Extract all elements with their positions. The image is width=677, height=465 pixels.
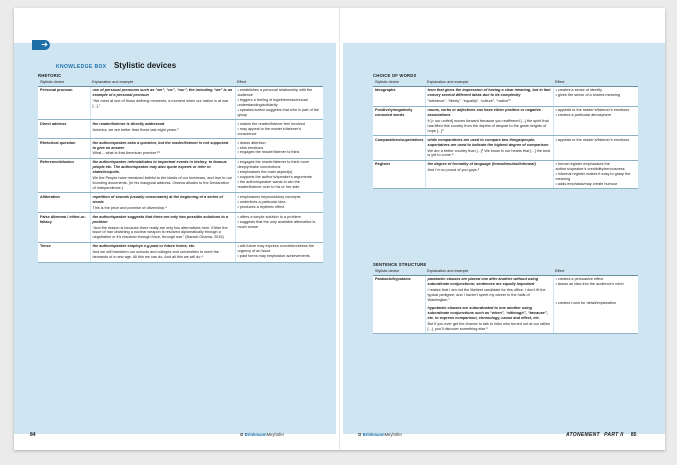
device-cell: Comparatives/superlatives — [373, 136, 425, 161]
effect-text: engages the reader/listener to think more deeply/make connections — [237, 160, 310, 170]
explanation-cell — [425, 106, 553, 136]
device-cell: Personal pronoun — [38, 86, 90, 120]
example-text: And we will transform our schools and colleges and universities to meet the demands of a new age. All this we can do. And all this we will do.⁴ — [92, 250, 219, 260]
effect-text: triggers a feeling of togetherness/mutual understanding/solidarity — [237, 98, 308, 108]
running-head: ATONEMENT PART II 85 — [566, 432, 637, 438]
example-text: It [= our united] moves forward because you reaffirmed [...] the spirit that has lifted this country from the depths of despair to the great heights of hope [...]³ — [427, 118, 549, 133]
effect-text: past forms may emphasise achievements — [239, 254, 310, 259]
table-row — [38, 158, 323, 193]
effect-item: • adds emphasis/may create humour — [555, 182, 618, 187]
box-heading: Stylistic devices — [113, 61, 177, 70]
effect-text: formal register emphasises the author’s/speaker’s credibility/seriousness — [555, 162, 625, 172]
device-cell: Tense — [38, 242, 90, 262]
effect-text: draws attention — [239, 140, 266, 145]
effect-item: • creates room for detail/explanation — [555, 301, 617, 306]
definition-text: the degree of formality of language (formal/neutral/informal) — [427, 162, 536, 167]
arrow-icon: ➔ — [32, 40, 50, 50]
effect-text: makes the reader/listener feel involved — [239, 121, 305, 126]
effect-text: speaker/author suggests that s/he is part of the group — [237, 108, 320, 117]
effect-text: suggests that the only available alternative is much worse — [237, 219, 316, 229]
effect-item: • makes the reader/listener feel involved — [237, 121, 305, 126]
effect-item: • supports the author’s/speaker’s arguments — [237, 175, 312, 180]
effect-cell — [553, 86, 638, 106]
effect-item: • creates a sense of identity — [555, 88, 603, 93]
effect-item: • appeals to the reader’s/listener’s emotions — [555, 137, 630, 142]
explanation-cell — [425, 160, 553, 189]
effect-cell — [553, 160, 638, 189]
effect-text: emphasises keywords/key concepts — [239, 194, 301, 199]
example-text: “tolerance”, “liberty”, “equality”, “culture”, “nation”⁵ — [427, 99, 511, 104]
definition-text: the author/speaker suggests that there are only two possible solutions to a problem — [92, 214, 228, 224]
effect-cell — [235, 120, 323, 139]
effect-text: the author/speaker wants to win the reader/listener over to his or her side — [237, 180, 300, 189]
choice-of-words-heading: CHOICE OF WORDS — [373, 73, 417, 78]
device-cell: Ideographs — [373, 86, 425, 106]
col-header: Stylistic device — [373, 79, 425, 86]
col-header: Effect — [553, 79, 638, 86]
effect-item: • may appeal to the reader’s/listener’s conscience — [237, 126, 302, 136]
effect-text: supports the author’s/speaker’s arguments — [239, 175, 312, 180]
effect-cell — [235, 242, 323, 262]
effect-item: • speaker/author suggests that s/he is part of the group — [237, 108, 320, 117]
effect-item: • formal register emphasises the author’s/speaker’s credibility/seriousness — [555, 162, 625, 172]
definition-text: while comparatives are used to compare two things/people, superlatives are used to indicate the highest degree of comparison — [427, 137, 549, 147]
explanation-cell — [90, 213, 235, 243]
effect-text: gives the sense of a shared meaning — [557, 93, 620, 98]
table-row — [38, 86, 323, 120]
effect-text: underlines a particular idea — [239, 199, 286, 204]
col-header: Explanation and example — [90, 79, 235, 86]
device-cell: Register — [373, 160, 425, 189]
device-cell: Direct address — [38, 120, 90, 139]
table-row — [373, 106, 638, 136]
effect-text: creates a persuasive effect — [557, 277, 604, 282]
col-header: Effect — [235, 79, 323, 86]
publisher-logo-right: ✪ BrinkmannMeyhöfer — [358, 432, 403, 437]
explanation-cell — [90, 158, 235, 193]
definition-text: hypotactic clauses are subordinated to one another using subordinate conjunctions such as “when”, “although”, “because”, etc. to express comparison, chronology, cause and effect, etc. — [427, 305, 548, 320]
definition-text: use of personal pronouns such as “we”, “us”, “our”; the including “we” is an example of a personal pronoun — [92, 88, 233, 98]
table-row — [373, 160, 638, 189]
table-row — [373, 136, 638, 161]
definition-text: nouns, verbs or adjectives can have either positive or negative associations — [427, 108, 541, 117]
effect-text: appeals to the reader’s/listener’s emotions — [557, 137, 630, 142]
col-header: Explanation and example — [425, 268, 553, 275]
example-text: What – what is that American promise?³ — [92, 151, 160, 156]
effect-item: • triggers a feeling of togetherness/mutual understanding/solidarity — [237, 98, 308, 108]
table-row — [38, 120, 323, 139]
effect-item: • creates a persuasive effect — [555, 277, 604, 282]
effect-text: engages the reader/listener to think — [239, 150, 300, 155]
choice-of-words-table — [373, 79, 638, 189]
effect-text: creates a sense of identity — [557, 88, 603, 93]
effect-item: • establishes a personal relationship with the audience — [237, 88, 313, 98]
effect-cell — [235, 213, 323, 243]
left-page-number: 84 — [30, 432, 36, 438]
example-text: “And the reason is because there really are only two alternatives here. Either the issue of Iran obtaining a nuclear weapon is resolved diplomatically through a negotiation or it’s resolved through force, through war.” (Barack Obama, 2015) — [92, 225, 228, 240]
effect-item: • the author/speaker wants to win the reader/listener over to his or her side — [237, 180, 300, 189]
example-text: We are a better country than [...]³ We know in our hearts that [...] the best is yet to come.⁶ — [427, 148, 551, 158]
col-header: Stylistic device — [38, 79, 90, 86]
effect-cell — [235, 86, 323, 120]
effect-item: • stirs emotions — [237, 145, 264, 150]
effect-item: • produces a rhythmic effect — [237, 204, 285, 209]
device-cell: Reference/allusion — [38, 158, 90, 193]
effect-text: stirs emotions — [239, 145, 264, 150]
effect-text: appeals to the reader’s/listener’s emotions — [557, 108, 630, 113]
example-text: I realize that I am not the likeliest candidate for this office. I don’t fit the typical pedigree, and I haven’t spent my career in the halls of Washington.⁷ — [427, 288, 546, 302]
definition-text: the reader/listener is directly addressed — [92, 121, 165, 126]
definition-text: repetition of sounds (usually consonants) at the beginning of a series of words — [92, 194, 223, 204]
effect-cell — [553, 136, 638, 161]
example-text: This is the price and promise of citizenship.⁴ — [92, 205, 167, 210]
sentence-structure-table — [373, 268, 638, 334]
explanation-cell — [90, 120, 235, 139]
device-cell: False dilemma / either-or-fallacy — [38, 213, 90, 243]
rhetoric-table — [38, 79, 323, 263]
col-header: Explanation and example — [425, 79, 553, 86]
effect-text: draws an idea into the audience’s mind — [557, 282, 624, 287]
effect-text: will-future may express conviction/stress the urgency of an issue — [237, 244, 315, 254]
effect-item: • underlines a particular idea — [237, 199, 286, 204]
definition-text: term that gives the impression of having a clear meaning, but in fact convey several different ideas due to its complexity — [427, 88, 551, 98]
explanation-cell — [90, 193, 235, 213]
table-row — [373, 86, 638, 106]
effect-text: produces a rhythmic effect — [239, 204, 285, 209]
example-text: And I’m so proud of you guys.⁶ — [427, 168, 480, 173]
table-row — [373, 275, 638, 333]
explanation-cell — [90, 242, 235, 262]
publisher-logo-left: ✪ BrinkmannMeyhöfer — [240, 432, 285, 437]
spacer — [556, 287, 637, 301]
effect-cell — [235, 193, 323, 213]
table-row — [38, 139, 323, 159]
effect-item: • appeals to the reader’s/listener’s emotions — [555, 108, 630, 113]
effect-item: • engages the reader/listener to think — [237, 150, 300, 155]
definition-text: the author/speaker employs e.g.past or future forms, etc. — [92, 244, 196, 249]
col-header: Effect — [553, 268, 638, 275]
effect-text: adds emphasis/may create humour — [557, 182, 618, 187]
effect-text: creates a particular atmosphere — [557, 113, 612, 117]
effect-cell — [553, 275, 638, 333]
effect-item: • creates a particular atmosphere — [555, 113, 612, 117]
effect-item: • draws attention — [237, 140, 266, 145]
table-row — [38, 193, 323, 213]
effect-cell — [235, 139, 323, 159]
device-cell: Parataxis/hypotaxis — [373, 275, 425, 333]
example-text: America, we are better than these last eight years.³ — [92, 127, 179, 132]
sentence-structure-heading: SENTENCE STRUCTURE — [373, 262, 427, 267]
effect-text: creates room for detail/explanation — [557, 301, 617, 306]
effect-item: • draws an idea into the audience’s mind — [555, 282, 624, 287]
effect-text: offers a simple solution to a problem — [239, 214, 301, 219]
effect-item: • emphasises the main aspect(s) — [237, 170, 293, 175]
effect-item: • gives the sense of a shared meaning — [555, 93, 620, 98]
device-cell: Rhetorical question — [38, 139, 90, 159]
table-row — [38, 213, 323, 243]
device-cell: Alliteration — [38, 193, 90, 213]
gutter — [339, 8, 340, 450]
effect-item: • offers a simple solution to a problem — [237, 214, 301, 219]
definition-text: the author/speaker asks a question, but the reader/listener is not supposed to give an answer — [92, 140, 229, 150]
example-text: We the People have remained faithful to the ideals of our forebears, and true to our founding documents. (In his inaugural address, Obama alludes to the Declaration of Independence.) — [92, 176, 232, 190]
effect-text: establishes a personal relationship with the audience — [237, 88, 313, 98]
definition-text: the author/speaker refers/alludes to important events in history, to famous people etc. The author/speaker may also quote experts or refer to statistics/polls. — [92, 160, 227, 175]
explanation-cell — [425, 275, 553, 333]
table-row — [38, 242, 323, 262]
example-text: But if you ever get the chance to talk to folks who turned out at our rallies [...], you’ll discover something else.⁶ — [427, 321, 550, 331]
example-text: “We meet at one of those defining moments, a moment when our nation is at war [...].” — [92, 99, 229, 109]
explanation-cell — [90, 86, 235, 120]
effect-item: • past forms may emphasise achievements — [237, 254, 310, 259]
effect-item: • informal register makes it easy to grasp the meaning — [555, 172, 631, 182]
effect-cell — [553, 106, 638, 136]
effect-item: • engages the reader/listener to think more deeply/make connections — [237, 160, 310, 170]
definition-text: paratactic clauses are placed one after another without using subordinate conjunctions; sentences are equally important — [427, 277, 539, 287]
col-header: Stylistic device — [373, 268, 425, 275]
effect-item: • emphasises keywords/key concepts — [237, 194, 301, 199]
effect-text: emphasises the main aspect(s) — [239, 170, 293, 175]
effect-text: may appeal to the reader’s/listener’s conscience — [237, 126, 302, 136]
effect-item: • suggests that the only available alternative is much worse — [237, 219, 316, 229]
device-cell: Positively/negatively connoted words — [373, 106, 425, 136]
effect-item: • will-future may express conviction/stress the urgency of an issue — [237, 244, 315, 254]
explanation-cell — [425, 86, 553, 106]
explanation-cell — [425, 136, 553, 161]
effect-text: informal register makes it easy to grasp the meaning — [555, 172, 631, 182]
knowledge-box-title — [56, 55, 176, 73]
box-label: KNOWLEDGE BOX — [56, 64, 107, 70]
effect-cell — [235, 158, 323, 193]
explanation-cell — [90, 139, 235, 159]
rhetoric-heading: RHETORIC — [38, 73, 62, 78]
